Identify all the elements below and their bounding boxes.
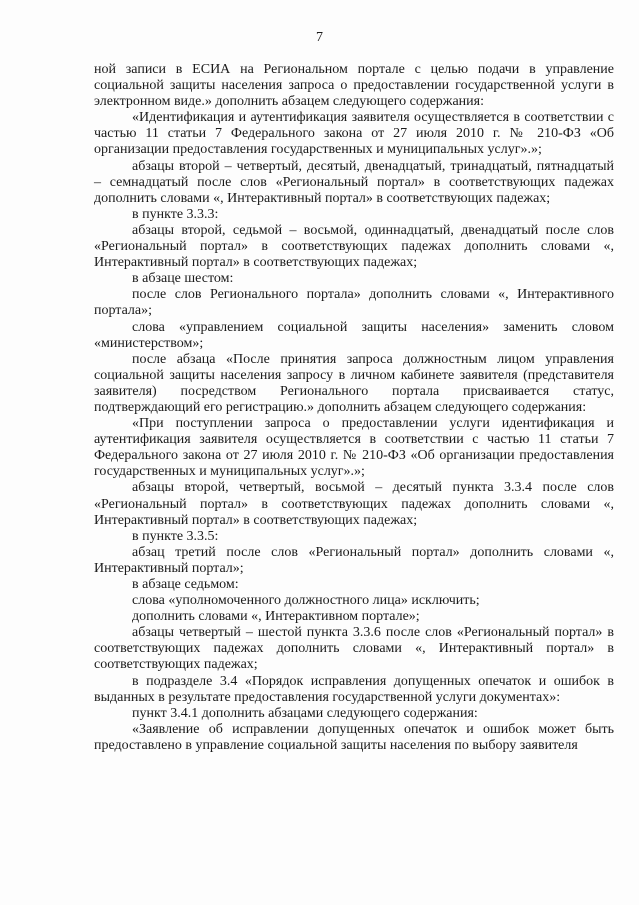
paragraph: слова «управлением социальной защиты населения» заменить словом «министерством»; (94, 319, 614, 351)
paragraph: в пункте 3.3.3: (132, 206, 219, 222)
paragraph: абзацы второй, четвертый, восьмой – десятый пункта 3.3.4 после слов «Региональный портал» в соответствующих падежах дополнить словами «, Интерактивный портал» в соответствующих падежах; (94, 480, 614, 528)
paragraph: ной записи в ЕСИА на Региональном портале с целью подачи в управление социальной защиты населения запроса о предоставлении государственной услуги в электронном виде.» дополнить абзацем следующего содержания: (94, 62, 614, 110)
paragraph: в пункте 3.3.5: (132, 528, 219, 544)
document-body (94, 62, 614, 754)
paragraph: в абзаце шестом: (132, 271, 234, 287)
paragraph: «Заявление об исправлении допущенных опечаток и ошибок может быть предоставлено в управление социальной защиты населения по выбору заявителя (94, 721, 614, 753)
paragraph: «Идентификация и аутентификация заявителя осуществляется в соответствии с частью 11 статьи 7 Федерального закона от 27 июля 2010 г. № 210-ФЗ «Об организации предоставления государственных и муниципальных услуг».»; (94, 110, 614, 158)
paragraph: слова «уполномоченного должностного лица» исключить; (132, 593, 480, 609)
paragraph: в подразделе 3.4 «Порядок исправления допущенных опечаток и ошибок в выданных в результате предоставления государственной услуги документах»: (94, 673, 614, 705)
paragraph: «При поступлении запроса о предоставлении услуги идентификация и аутентификация заявителя осуществляется в соответствии с частью 11 статьи 7 Федерального закона от 27 июля 2010 г. № 210-ФЗ «Об организации предоставления государственных и муниципальных услуг».»; (94, 416, 614, 480)
paragraph: абзацы четвертый – шестой пункта 3.3.6 после слов «Региональный портал» в соответствующих падежах дополнить словами «, Интерактивный портал» в соответствующих падежах; (94, 625, 614, 673)
paragraph: в абзаце седьмом: (132, 577, 239, 592)
paragraph: после слов Регионального портала» дополнить словами «, Интерактивного портала»; (94, 287, 614, 319)
page-number: 7 (316, 30, 323, 45)
paragraph: дополнить словами «, Интерактивном портале»; (132, 609, 420, 625)
paragraph: абзац третий после слов «Региональный портал» дополнить словами «, Интерактивный портал»; (94, 544, 614, 576)
paragraph: после абзаца «После принятия запроса должностным лицом управления социальной защиты населения запросу в личном кабинете заявителя (представителя заявителя) посредством Регионального портала присваивается статус, подтверждающий его регистрацию.» дополнить абзацем следующего содержания: (94, 351, 614, 415)
paragraph: абзацы второй, седьмой – восьмой, одиннадцатый, двенадцатый после слов «Региональный портал» в соответствующих падежах дополнить словами «, Интерактивный портал» в соответствующих падежах; (94, 222, 614, 271)
paragraph: пункт 3.4.1 дополнить абзацами следующего содержания: (132, 705, 478, 721)
paragraph: абзацы второй – четвертый, десятый, двенадцатый, тринадцатый, пятнадцатый – семнадцатый после слов «Региональный портал» в соответствующих падежах дополнить словами «, Интерактивный портал» в соответствующих падежах; (94, 158, 614, 206)
